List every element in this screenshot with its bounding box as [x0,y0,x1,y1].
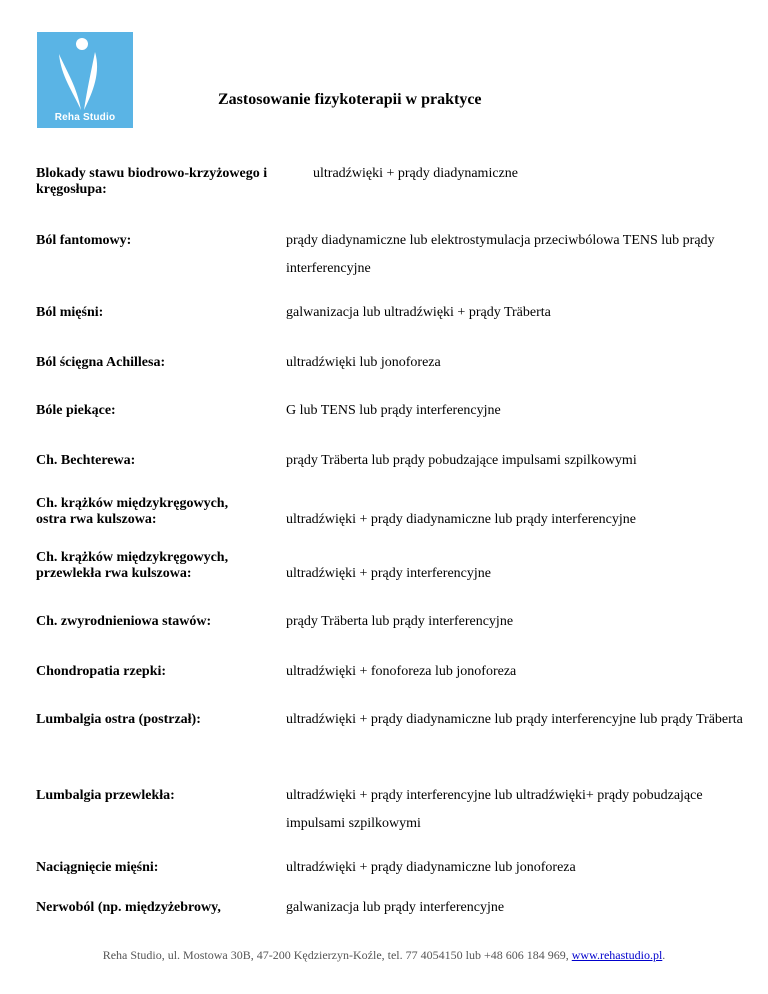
treatment-text: ultradźwięki + prądy diadynamiczne lub prądy interferencyjne lub prądy Träberta [286,712,743,727]
condition-label: Naciągnięcie mięśni: [36,860,159,875]
condition-label: Ch. krążków międzykręgowych, ostra rwa kulszowa: [36,496,229,527]
footer-address: Reha Studio, ul. Mostowa 30B, 47-200 Kędzierzyn-Koźle, tel. 77 4054150 lub +48 606 184 969, [102,948,572,962]
logo [37,32,133,128]
condition-label: Ból fantomowy: [36,233,132,248]
treatment-text: prądy diadynamiczne lub elektrostymulacja przeciwbólowa TENS lub prądy interferencyjne [286,233,715,276]
treatment-text: ultradźwięki + prądy diadynamiczne [313,166,518,181]
treatment-text: galwanizacja lub prądy interferencyjne [286,900,505,915]
page-title: Zastosowanie fizykoterapii w praktyce [218,91,482,108]
treatment-text: prądy Träberta lub prądy interferencyjne [286,614,514,629]
footer [0,948,768,963]
treatment-text: galwanizacja lub ultradźwięki + prądy Träberta [286,305,551,320]
condition-label: Lumbalgia ostra (postrzał): [36,712,201,727]
treatment-text: ultradźwięki + prądy interferencyjne [286,566,491,581]
condition-label: Chondropatia rzepki: [36,664,167,679]
condition-label: Ch. Bechterewa: [36,453,136,468]
treatment-text: ultradźwięki + prądy diadynamiczne lub prądy interferencyjne [286,512,636,527]
footer-end: . [662,948,666,962]
treatment-text: ultradźwięki + fonoforeza lub jonoforeza [286,664,517,679]
treatment-text: G lub TENS lub prądy interferencyjne [286,403,501,418]
website-link[interactable]: www.rehastudio.pl [571,948,663,962]
condition-label: Ch. krążków międzykręgowych, przewlekła rwa kulszowa: [36,550,229,581]
condition-label: Bóle piekące: [36,403,116,418]
condition-label: Ból mięśni: [36,305,104,320]
condition-label: Ch. zwyrodnieniowa stawów: [36,614,212,629]
logo-text: Reha Studio [54,112,116,123]
treatment-text: prądy Träberta lub prądy pobudzające impulsami szpilkowymi [286,453,637,468]
condition-label: Blokady stawu biodrowo-krzyżowego i kręgosłupa: [36,166,268,197]
condition-label: Lumbalgia przewlekła: [36,788,175,803]
treatment-text: ultradźwięki + prądy diadynamiczne lub jonoforeza [286,860,576,875]
condition-label: Ból ścięgna Achillesa: [36,355,166,370]
treatment-text: ultradźwięki lub jonoforeza [286,355,441,370]
treatment-text: ultradźwięki + prądy interferencyjne lub ultradźwięki+ prądy pobudzające impulsami szpilkowymi [286,788,703,831]
condition-label: Nerwoból (np. międzyżebrowy, [36,900,221,915]
